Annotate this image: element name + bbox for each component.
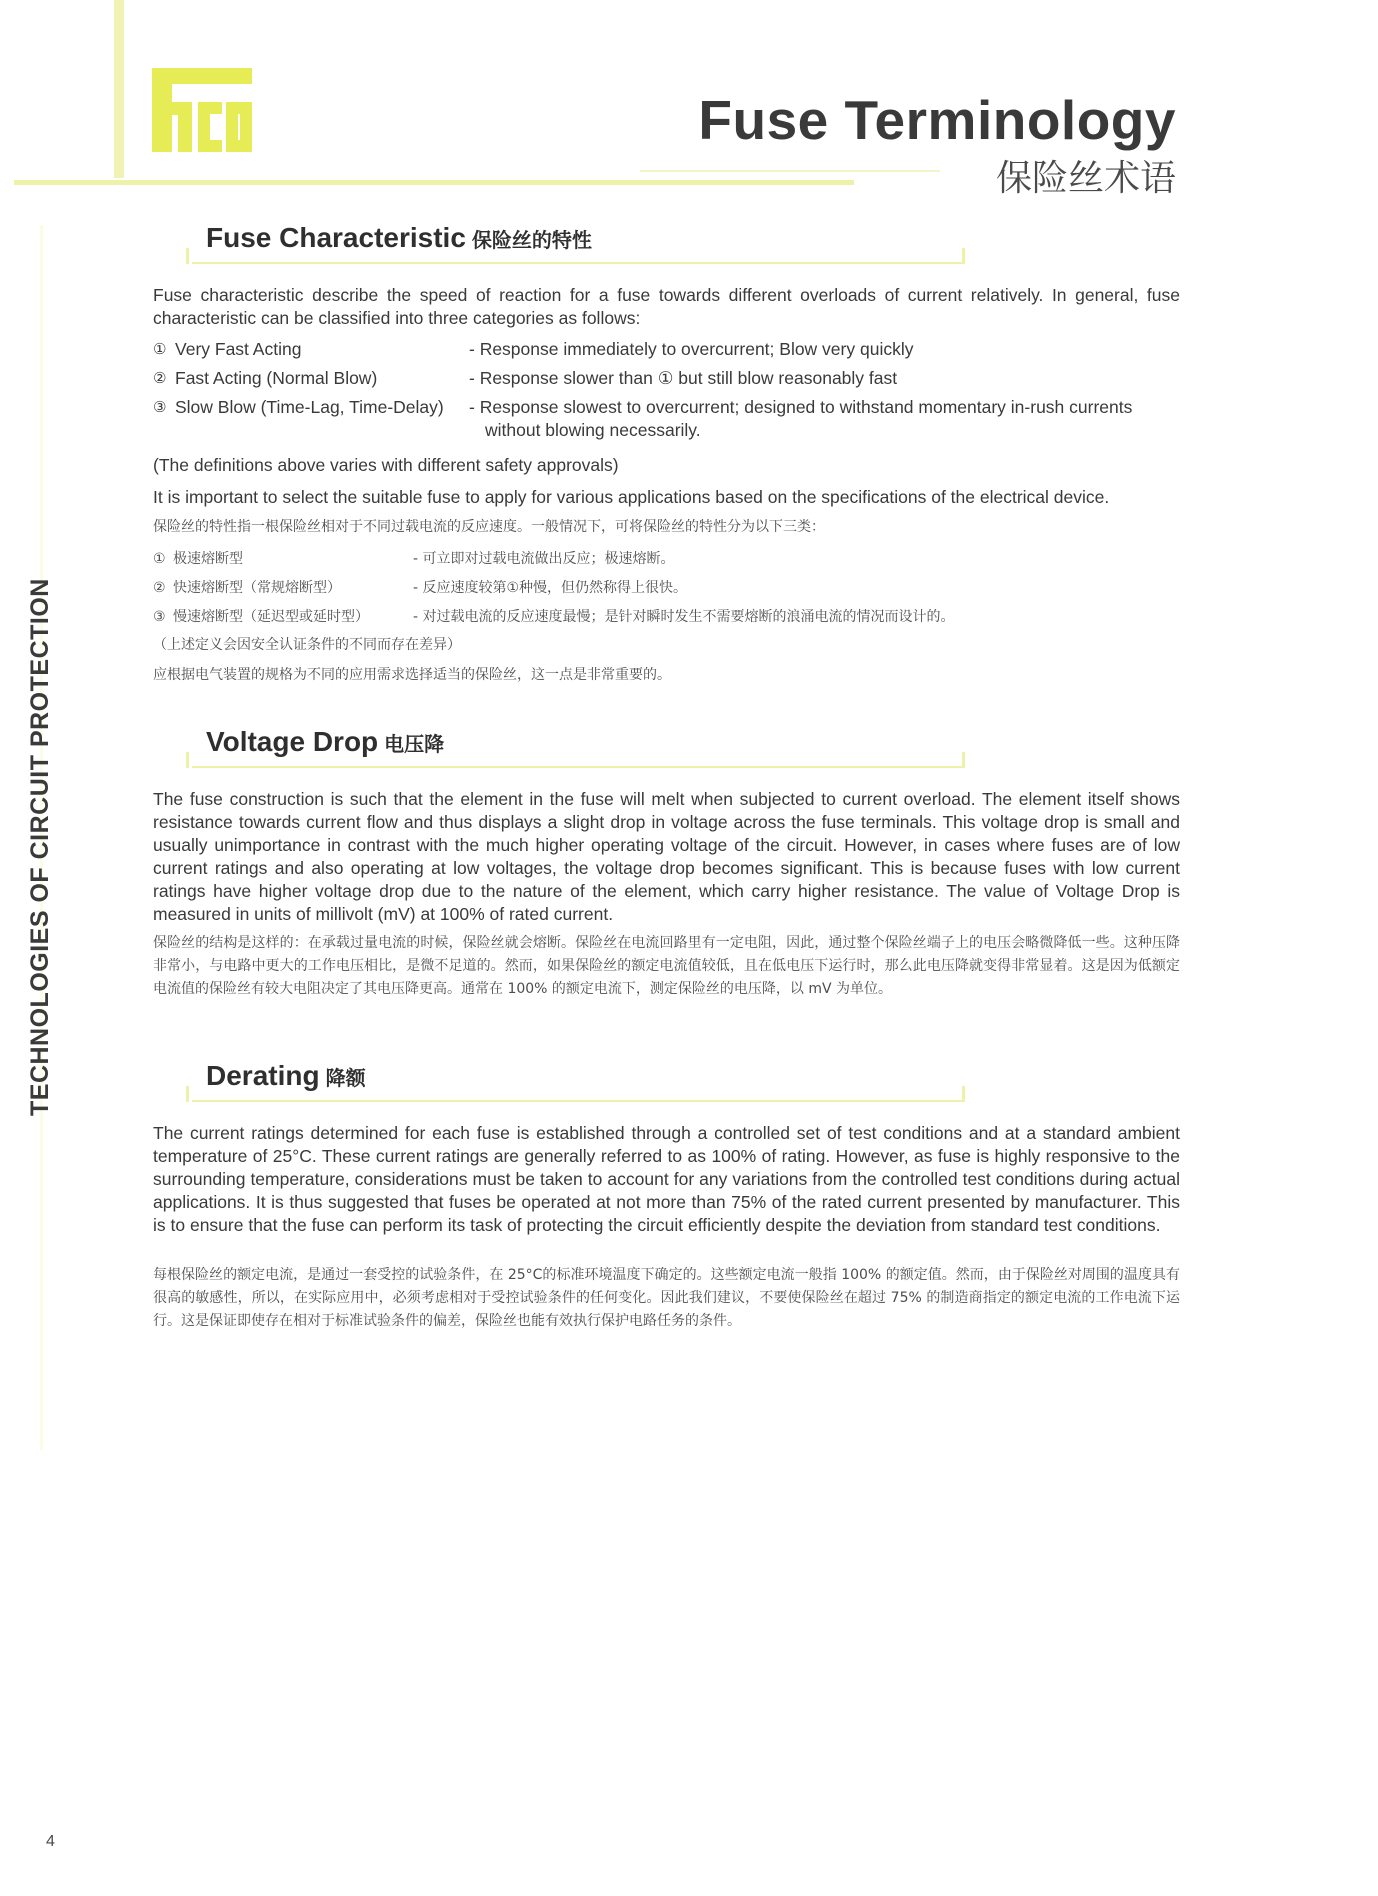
item-desc-line1: - Response slowest to overcurrent; designed to withstand momentary in-rush currents [469, 397, 1133, 417]
item-number: ② [153, 580, 166, 596]
item-desc: - 反应速度较第①种慢，但仍然称得上很快。 [413, 580, 688, 596]
paragraph: (The definitions above varies with different safety approvals) [153, 455, 619, 475]
item-number: ③ [153, 609, 166, 625]
heading-cn: 电压降 [384, 732, 445, 756]
item-term: Slow Blow (Time-Lag, Time-Delay) [175, 397, 444, 417]
characteristic-note [153, 454, 1180, 477]
list-item [153, 545, 1180, 574]
heading-en: Fuse Characteristic [206, 222, 466, 253]
characteristic-important-cn [153, 664, 1180, 687]
item-desc: - 对过载电流的反应速度最慢；是针对瞬时发生不需要熔断的浪涌电流的情况而设计的。 [413, 609, 955, 625]
characteristic-list-cn [153, 545, 1180, 632]
fico-logo [152, 68, 252, 152]
page-title-cn: 保险丝术语 [995, 158, 1176, 199]
characteristic-list [153, 338, 1180, 450]
characteristic-note-cn [153, 634, 1180, 657]
heading-en: Voltage Drop [206, 726, 379, 757]
heading-cn: 保险丝的特性 [471, 228, 592, 252]
item-term: 极速熔断型 [173, 551, 243, 567]
characteristic-intro [153, 284, 1180, 330]
item-term: 快速熔断型（常规熔断型） [173, 580, 341, 596]
page-number: 4 [46, 1833, 55, 1850]
item-number: ② [153, 369, 167, 387]
paragraph: The current ratings determined for each fuse is established through a controlled set of test conditions and at a standard ambient temperature of 25°C. These current ratings are generally referred to as 100% of rating. However, as fuse is highly responsive to the surrounding temperature, considerations must be taken to account for any variations from the controlled test conditions during actual applications. It is thus suggested that fuses be operated at not more than 75% of the rated current presented by manufacturer. This is to ensure that the fuse can perform its task of protecting the circuit efficiently despite the deviation from standard test conditions. [153, 1123, 1180, 1235]
paragraph: The fuse construction is such that the element in the fuse will melt when subjected to current overload. The element itself shows resistance towards current flow and thus displays a slight drop in voltage across the fuse terminals. This voltage drop is small and usually unimportance in contrast with the much higher operating voltage of the circuit. However, in cases where fuses are of low current ratings and also operating at low voltages, the voltage drop becomes significant. This is because fuses with low current ratings have higher voltage drop due to the nature of the element, which carry higher resistance. The value of Voltage Drop is measured in units of millivolt (mV) at 100% of rated current. [153, 789, 1180, 924]
paragraph-cn: 应根据电气装置的规格为不同的应用需求选择适当的保险丝，这一点是非常重要的。 [153, 667, 671, 683]
section-heading-voltage-drop [192, 722, 964, 768]
accent-horizontal-line [640, 170, 940, 172]
item-desc: - 可立即对过载电流做出反应；极速熔断。 [413, 551, 675, 567]
item-term: 慢速熔断型（延迟型或延时型） [173, 609, 369, 625]
section-heading-derating [192, 1056, 964, 1102]
list-item [153, 338, 1180, 367]
accent-vertical-bar [114, 0, 124, 178]
item-number: ① [153, 340, 167, 358]
heading-en: Derating [206, 1060, 320, 1091]
paragraph-cn: 保险丝的结构是这样的：在承载过量电流的时候，保险丝就会熔断。保险丝在电流回路里有一定电阻，因此，通过整个保险丝端子上的电压会略微降低一些。这种压降非常小，与电路中更大的工作电压相比，是微不足道的。然而，如果保险丝的额定电流值较低，且在低电压下运行时，那么此电压降就变得非常显着。这是因为低额定电流值的保险丝有较大电阻决定了其电压降更高。通常在 100% 的额定电流下，测定保险丝的电压降，以 mV 为单位。 [153, 935, 1180, 997]
item-desc: - Response slower than ① but still blow reasonably fast [469, 368, 898, 388]
list-item [153, 367, 1180, 396]
heading-cn: 降额 [325, 1066, 366, 1090]
derating-body [153, 1122, 1180, 1237]
derating-body-cn [153, 1264, 1180, 1333]
accent-horizontal-bar [14, 180, 854, 185]
voltage-drop-body [153, 788, 1180, 926]
characteristic-important [153, 486, 1180, 509]
item-term: Very Fast Acting [175, 339, 302, 359]
item-desc-line2: without blowing necessarily. [485, 420, 701, 440]
voltage-drop-body-cn [153, 932, 1180, 1001]
paragraph-cn: 保险丝的特性指一根保险丝相对于不同过载电流的反应速度。一般情况下，可将保险丝的特性分为以下三类： [153, 519, 825, 535]
item-term: Fast Acting (Normal Blow) [175, 368, 378, 388]
page-title: Fuse Terminology [698, 89, 1176, 151]
list-item [153, 396, 1180, 450]
list-item [153, 603, 1180, 632]
item-number: ① [153, 551, 166, 567]
side-label: TECHNOLOGIES OF CIRCUIT PROTECTION [26, 578, 54, 1116]
paragraph: Fuse characteristic describe the speed of reaction for a fuse towards different overloads of current relatively. In general, fuse characteristic can be classified into three categories as follows: [153, 285, 1180, 328]
characteristic-intro-cn [153, 516, 1180, 539]
paragraph: It is important to select the suitable fuse to apply for various applications based on the specifications of the electrical device. [153, 487, 1110, 507]
paragraph-cn: 每根保险丝的额定电流，是通过一套受控的试验条件，在 25°C的标准环境温度下确定的。这些额定电流一般指 100% 的额定值。然而，由于保险丝对周围的温度具有很高的敏感性，所以，在实际应用中，必须考虑相对于受控试验条件的任何变化。因此我们建议，不要使保险丝在超过 75% 的制造商指定的额定电流的工作电流下运行。这是保证即使存在相对于标准试验条件的偏差，保险丝也能有效执行保护电路任务的条件。 [153, 1267, 1180, 1329]
paragraph-cn: （上述定义会因安全认证条件的不同而存在差异） [153, 637, 461, 653]
item-desc: - Response immediately to overcurrent; Blow very quickly [469, 339, 914, 359]
item-number: ③ [153, 398, 167, 416]
list-item [153, 574, 1180, 603]
item-desc [469, 396, 1169, 442]
section-heading-characteristic [192, 218, 964, 264]
